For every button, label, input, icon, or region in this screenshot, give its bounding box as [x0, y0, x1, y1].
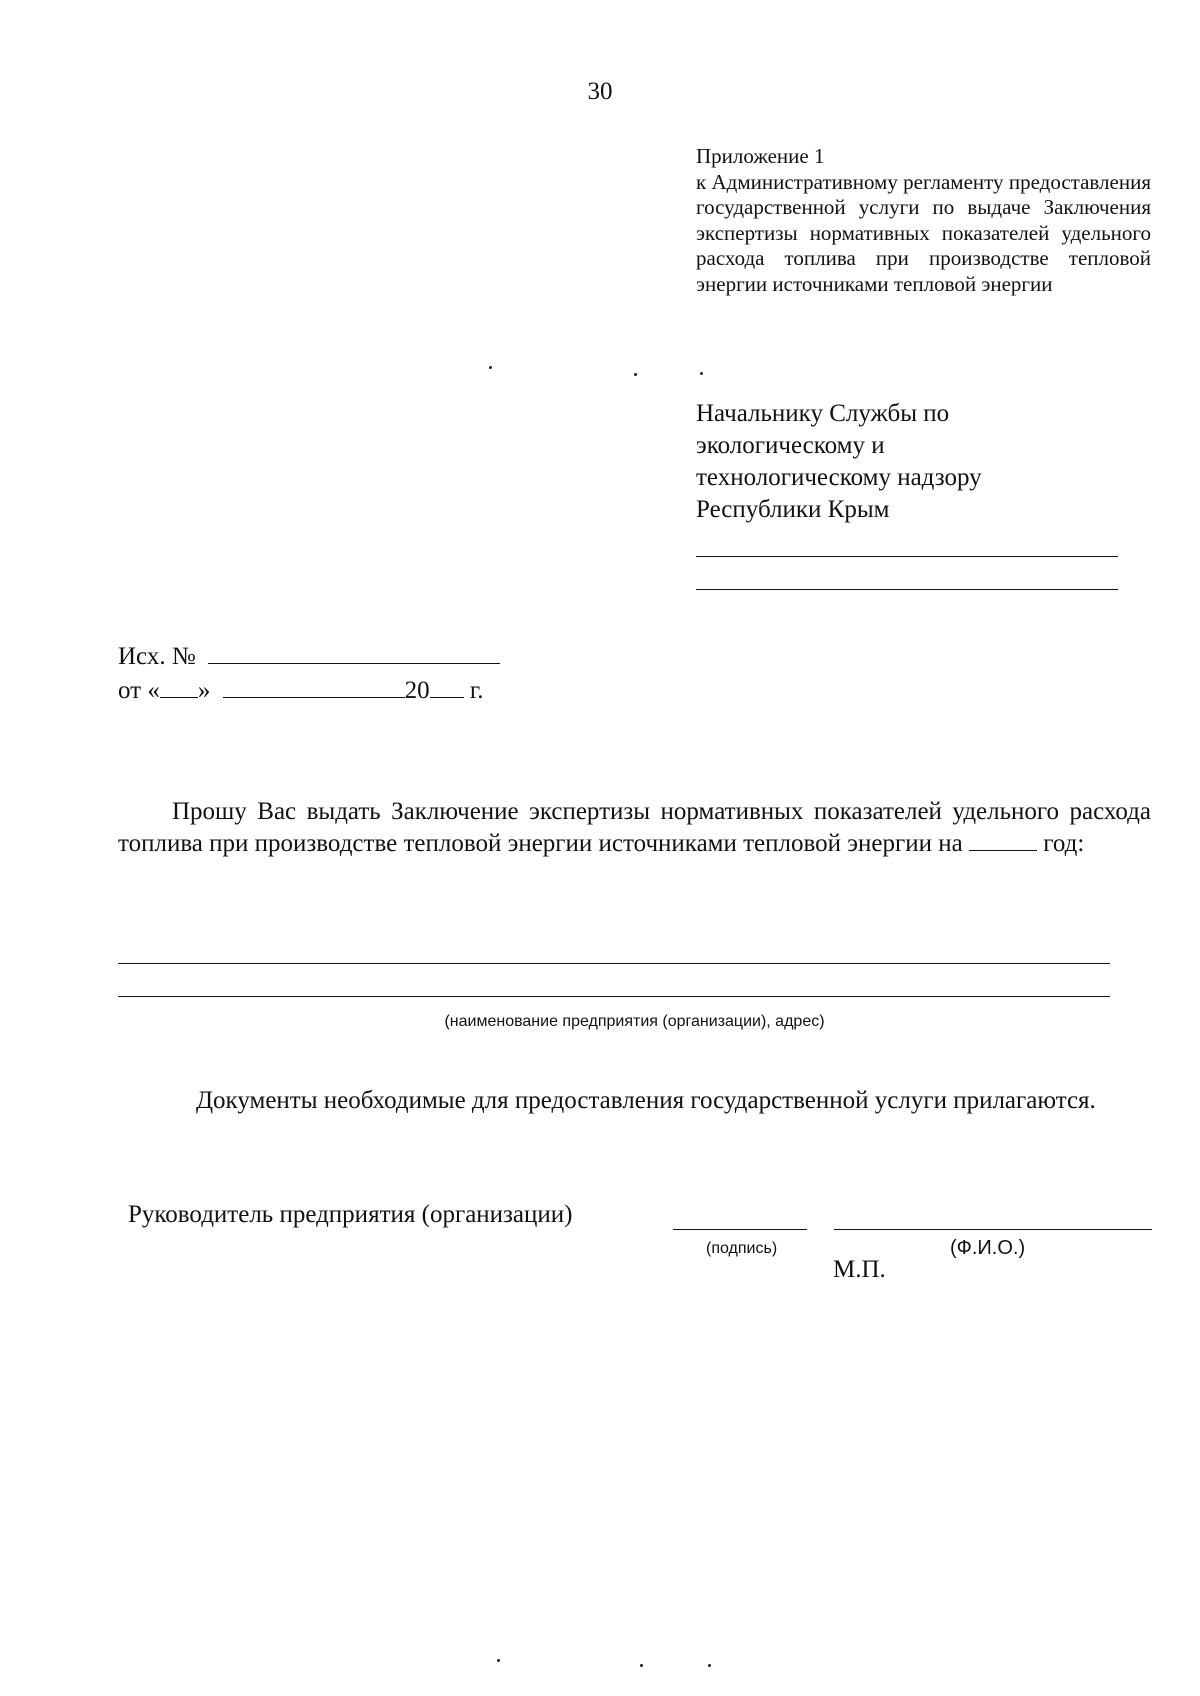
scan-dot	[640, 1664, 643, 1667]
scan-dot	[700, 372, 703, 375]
documents-paragraph: Документы необходимые для предоставления государственной услуги прилагаются.	[196, 1087, 1096, 1114]
year-prefix: 20	[404, 677, 430, 704]
addressee-fill-line[interactable]	[696, 556, 1118, 557]
outgoing-block	[118, 640, 500, 708]
addressee-line: экологическому и	[696, 432, 885, 459]
scan-dot	[497, 1659, 500, 1662]
scan-dot	[634, 373, 637, 376]
outgoing-number-row	[118, 640, 500, 674]
addressee-block	[696, 398, 1136, 526]
request-paragraph	[118, 796, 1151, 860]
outgoing-number-label: Исх. №	[118, 643, 196, 670]
name-field[interactable]	[834, 1229, 1152, 1230]
date-year-field[interactable]	[430, 675, 464, 698]
organization-caption: (наименование предприятия (организации), адрес)	[444, 1013, 825, 1030]
addressee-line: технологическому надзору	[696, 464, 982, 491]
scan-dot	[489, 366, 492, 369]
outgoing-number-field[interactable]	[208, 641, 500, 664]
request-text: Прошу Вас выдать Заключение экспертизы нормативных показателей удельного расхода топлива при производстве тепловой энергии источниками тепловой энергии на	[118, 798, 1151, 857]
signature-field[interactable]	[673, 1229, 807, 1230]
date-quote-close: »	[197, 677, 211, 704]
addressee-fill-line[interactable]	[696, 589, 1118, 590]
outgoing-date-row	[118, 674, 500, 708]
addressee-line: Республики Крым	[696, 496, 890, 523]
scan-dot	[708, 1664, 711, 1667]
date-day-field[interactable]	[160, 675, 198, 698]
signature-caption: (подпись)	[706, 1240, 778, 1257]
year-suffix: г.	[469, 677, 484, 704]
stamp-label: М.П.	[833, 1256, 886, 1283]
appendix-title: Приложение 1	[696, 144, 825, 168]
request-text-end: год:	[1043, 830, 1085, 857]
organization-fill-line[interactable]	[118, 996, 1110, 997]
appendix-header	[696, 144, 1151, 297]
date-month-field[interactable]	[223, 675, 405, 698]
addressee-line: Начальнику Службы по	[696, 400, 950, 427]
page-number: 30	[587, 78, 613, 105]
name-caption: (Ф.И.О.)	[950, 1237, 1026, 1259]
organization-fill-line[interactable]	[118, 963, 1110, 964]
manager-label: Руководитель предприятия (организации)	[128, 1201, 573, 1228]
date-prefix: от «	[118, 677, 160, 704]
request-year-field[interactable]	[969, 828, 1037, 851]
appendix-text: к Административному регламенту предоставления государственной услуги по выдаче Заключения экспертизы нормативных показателей удельного расхода топлива при производстве тепловой энергии источниками тепловой энергии	[696, 169, 1151, 296]
